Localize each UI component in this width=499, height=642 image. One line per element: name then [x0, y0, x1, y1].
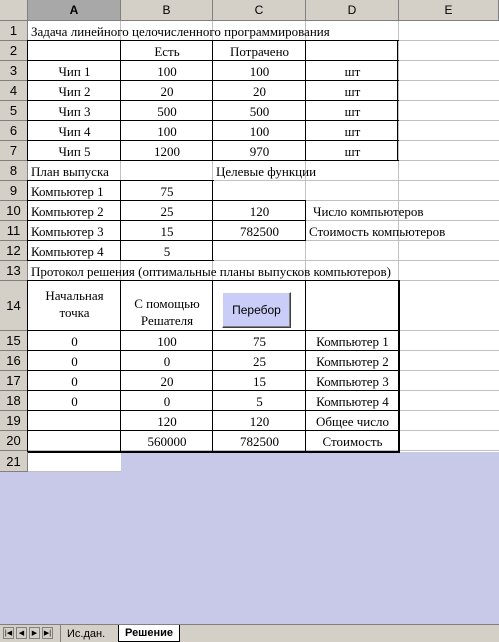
- chip-have-cell[interactable]: 100: [157, 123, 177, 139]
- row-header-20[interactable]: [0, 431, 28, 451]
- cell-a1-title[interactable]: Задача линейного целочисленного программирования: [31, 23, 330, 39]
- cell-border: [120, 280, 121, 452]
- cell-border: [213, 200, 306, 201]
- row-header-5[interactable]: [0, 101, 28, 121]
- row-header-14[interactable]: [0, 281, 28, 331]
- protocol-start-cell[interactable]: [28, 431, 121, 451]
- row-number: 7: [9, 143, 18, 158]
- row-header-17[interactable]: [0, 371, 28, 391]
- chip-name-cell[interactable]: Чип 5: [58, 143, 91, 159]
- row-number: 1: [9, 23, 18, 38]
- row-number: 8: [9, 163, 18, 178]
- protocol-start-cell[interactable]: 0: [71, 393, 78, 409]
- cell-border: [28, 451, 399, 453]
- cell-border: [120, 40, 121, 161]
- row-number: 16: [6, 353, 21, 368]
- row-header-19[interactable]: [0, 411, 28, 431]
- row-number: 3: [9, 63, 18, 78]
- cell-b14-solver-header[interactable]: С помощью Решателя: [134, 296, 200, 328]
- row-number: 14: [6, 298, 21, 313]
- cell-border: [213, 240, 306, 241]
- protocol-brute-cell[interactable]: 782500: [240, 433, 279, 449]
- protocol-start-cell[interactable]: 0: [71, 373, 78, 389]
- row-header-8[interactable]: [0, 161, 28, 181]
- cell-border: [212, 40, 213, 161]
- plan-computer-name[interactable]: Компьютер 1: [31, 183, 104, 199]
- row-number: 4: [9, 83, 18, 98]
- chip-have-cell[interactable]: 500: [157, 103, 177, 119]
- row-number: 18: [6, 393, 21, 408]
- cell-border: [120, 180, 121, 261]
- chip-spent-cell[interactable]: 20: [253, 83, 266, 99]
- row-number: 17: [6, 373, 21, 388]
- protocol-brute-cell[interactable]: 75: [253, 333, 266, 349]
- cell-c2-header[interactable]: Потрачено: [229, 43, 290, 59]
- plan-quantity[interactable]: 5: [163, 243, 171, 259]
- protocol-solver-cell[interactable]: 560000: [147, 433, 187, 449]
- column-header-label: B: [162, 3, 171, 17]
- cell-border: [27, 40, 28, 161]
- protocol-label-cell[interactable]: Компьютер 1: [316, 333, 389, 349]
- chip-unit-cell[interactable]: шт: [344, 103, 361, 119]
- protocol-solver-cell[interactable]: 120: [157, 413, 177, 429]
- cell-border: [28, 40, 399, 41]
- row-number: 2: [9, 43, 18, 58]
- row-header-9[interactable]: [0, 181, 28, 201]
- sheet-tab-bar: [0, 624, 499, 642]
- cell-border: [28, 330, 399, 331]
- select-all-corner[interactable]: [0, 0, 28, 21]
- protocol-solver-cell[interactable]: 100: [157, 333, 177, 349]
- row-number: 11: [6, 223, 21, 238]
- cell-a13-protocol-title[interactable]: Протокол решения (оптимальные планы выпусков компьютеров): [31, 263, 391, 279]
- protocol-solver-cell[interactable]: 20: [160, 373, 174, 389]
- cell-border: [28, 140, 399, 141]
- column-header-label: C: [254, 3, 264, 17]
- chip-spent-cell[interactable]: 100: [249, 123, 270, 139]
- protocol-label-cell[interactable]: Компьютер 4: [316, 393, 389, 409]
- row-number: 15: [6, 333, 21, 348]
- cell-c11-cost[interactable]: 782500: [240, 223, 279, 239]
- cell-a14-start-header[interactable]: Начальная точка: [45, 288, 104, 320]
- row-number: 13: [6, 263, 21, 278]
- cell-border: [28, 350, 399, 351]
- row-header-4[interactable]: [0, 81, 28, 101]
- cell-border: [213, 220, 306, 221]
- plan-quantity[interactable]: 15: [160, 223, 174, 239]
- row-header-18[interactable]: [0, 391, 28, 411]
- chip-name-cell[interactable]: Чип 4: [58, 123, 91, 139]
- cell-border: [28, 280, 399, 281]
- prev-sheet-icon[interactable]: ◀: [16, 627, 27, 639]
- cell-border: [28, 80, 399, 81]
- row-number: 10: [6, 203, 21, 218]
- cell-border: [28, 430, 399, 431]
- cell-border: [28, 160, 399, 161]
- row-header-6[interactable]: [0, 121, 28, 141]
- cell-b2-header[interactable]: Есть: [154, 43, 180, 59]
- protocol-brute-cell[interactable]: 25: [253, 353, 266, 369]
- tab-reshenie[interactable]: Решение: [118, 625, 180, 642]
- cell-border: [397, 40, 398, 161]
- cell-border: [27, 280, 28, 452]
- chip-spent-cell[interactable]: 970: [249, 143, 270, 159]
- plan-computer-name[interactable]: Компьютер 3: [31, 223, 104, 239]
- protocol-start-cell[interactable]: 0: [71, 353, 78, 369]
- cell-border: [212, 280, 213, 452]
- cell-c10-count[interactable]: 120: [249, 203, 270, 219]
- cell-border: [28, 240, 214, 241]
- chip-have-cell[interactable]: 20: [160, 83, 174, 99]
- cell-border: [28, 180, 214, 181]
- cell-a8-plan-title[interactable]: План выпуска: [31, 163, 109, 179]
- chip-name-cell[interactable]: Чип 2: [58, 83, 91, 99]
- protocol-start-cell[interactable]: 0: [71, 333, 78, 349]
- chip-unit-cell[interactable]: шт: [344, 83, 361, 99]
- column-header-a[interactable]: [28, 0, 121, 21]
- tab-ishodnye-dannye[interactable]: Ис.дан.: [60, 625, 111, 642]
- column-header-b[interactable]: [121, 0, 213, 21]
- empty-sheet-area: [0, 472, 499, 624]
- chip-name-cell[interactable]: Чип 1: [58, 63, 91, 79]
- row-header-15[interactable]: [0, 331, 28, 351]
- column-header-c[interactable]: [213, 0, 306, 21]
- protocol-brute-cell[interactable]: 15: [253, 373, 266, 389]
- protocol-brute-cell[interactable]: 120: [249, 413, 270, 429]
- chip-spent-cell[interactable]: 100: [249, 63, 270, 79]
- cell-border: [27, 180, 28, 261]
- row-header-21[interactable]: [0, 451, 28, 472]
- next-sheet-icon[interactable]: ▶: [29, 627, 40, 639]
- row-number: 9: [9, 183, 18, 198]
- chip-have-cell[interactable]: 100: [157, 63, 177, 79]
- row-header-16[interactable]: [0, 351, 28, 371]
- first-sheet-icon[interactable]: |◀: [3, 627, 14, 639]
- row-number: 5: [9, 103, 18, 118]
- row-header-13[interactable]: [0, 261, 28, 281]
- cell-border: [28, 100, 399, 101]
- plan-quantity[interactable]: 25: [160, 203, 174, 219]
- cell-border: [305, 200, 306, 241]
- row-header-3[interactable]: [0, 61, 28, 81]
- cell-border: [28, 260, 214, 261]
- chip-name-cell[interactable]: Чип 3: [58, 103, 91, 119]
- brute-force-button[interactable]: [222, 292, 291, 328]
- row-number: 12: [6, 243, 21, 258]
- protocol-solver-cell[interactable]: 0: [163, 353, 171, 369]
- cell-c8-objectives-title[interactable]: Целевые функции: [216, 163, 317, 179]
- column-header-label: A: [69, 3, 79, 17]
- protocol-start-cell[interactable]: [28, 411, 121, 431]
- button-label: Перебор: [232, 303, 281, 317]
- protocol-label-cell[interactable]: Стоимость: [322, 433, 383, 449]
- protocol-solver-cell[interactable]: 0: [163, 393, 171, 409]
- empty-sheet-area-right: [121, 452, 499, 472]
- row-number: 6: [9, 123, 18, 138]
- row-header-7[interactable]: [0, 141, 28, 161]
- cell-border: [28, 220, 214, 221]
- protocol-label-cell[interactable]: Компьютер 3: [316, 373, 389, 389]
- row-number: 20: [6, 433, 21, 448]
- plan-computer-name[interactable]: Компьютер 2: [31, 203, 104, 219]
- cell-d10-count-label[interactable]: Число компьютеров: [313, 203, 424, 219]
- row-number: 19: [6, 413, 21, 428]
- row-header-1[interactable]: [0, 21, 28, 41]
- cell-border: [28, 120, 399, 121]
- protocol-label-cell[interactable]: Общее число: [315, 413, 390, 429]
- column-header-label: D: [347, 3, 357, 17]
- protocol-label-cell[interactable]: Компьютер 2: [316, 353, 389, 369]
- cell-d11-cost-label[interactable]: Стоимость компьютеров: [309, 223, 446, 239]
- column-header-e[interactable]: [399, 0, 499, 21]
- cell-border: [305, 40, 306, 161]
- cell-border: [305, 280, 306, 452]
- row-header-11[interactable]: [0, 221, 28, 241]
- cell-border: [28, 410, 399, 411]
- row-header-2[interactable]: [0, 41, 28, 61]
- row-number: 21: [6, 453, 21, 469]
- row-header-12[interactable]: [0, 241, 28, 261]
- protocol-brute-cell[interactable]: 5: [256, 393, 263, 409]
- last-sheet-icon[interactable]: ▶|: [42, 627, 53, 639]
- plan-quantity[interactable]: 75: [160, 183, 174, 199]
- chip-spent-cell[interactable]: 500: [249, 103, 270, 119]
- chip-unit-cell[interactable]: шт: [344, 143, 361, 159]
- row-header-10[interactable]: [0, 201, 28, 221]
- cell-border: [28, 60, 399, 61]
- column-header-d[interactable]: [306, 0, 399, 21]
- cell-border: [28, 370, 399, 371]
- cell-border: [28, 390, 399, 391]
- chip-have-cell[interactable]: 1200: [154, 143, 180, 159]
- column-header-label: E: [444, 3, 453, 17]
- chip-unit-cell[interactable]: шт: [344, 63, 361, 79]
- plan-computer-name[interactable]: Компьютер 4: [31, 243, 104, 259]
- chip-unit-cell[interactable]: шт: [344, 123, 361, 139]
- cell-border: [398, 280, 400, 453]
- cell-border: [28, 200, 214, 201]
